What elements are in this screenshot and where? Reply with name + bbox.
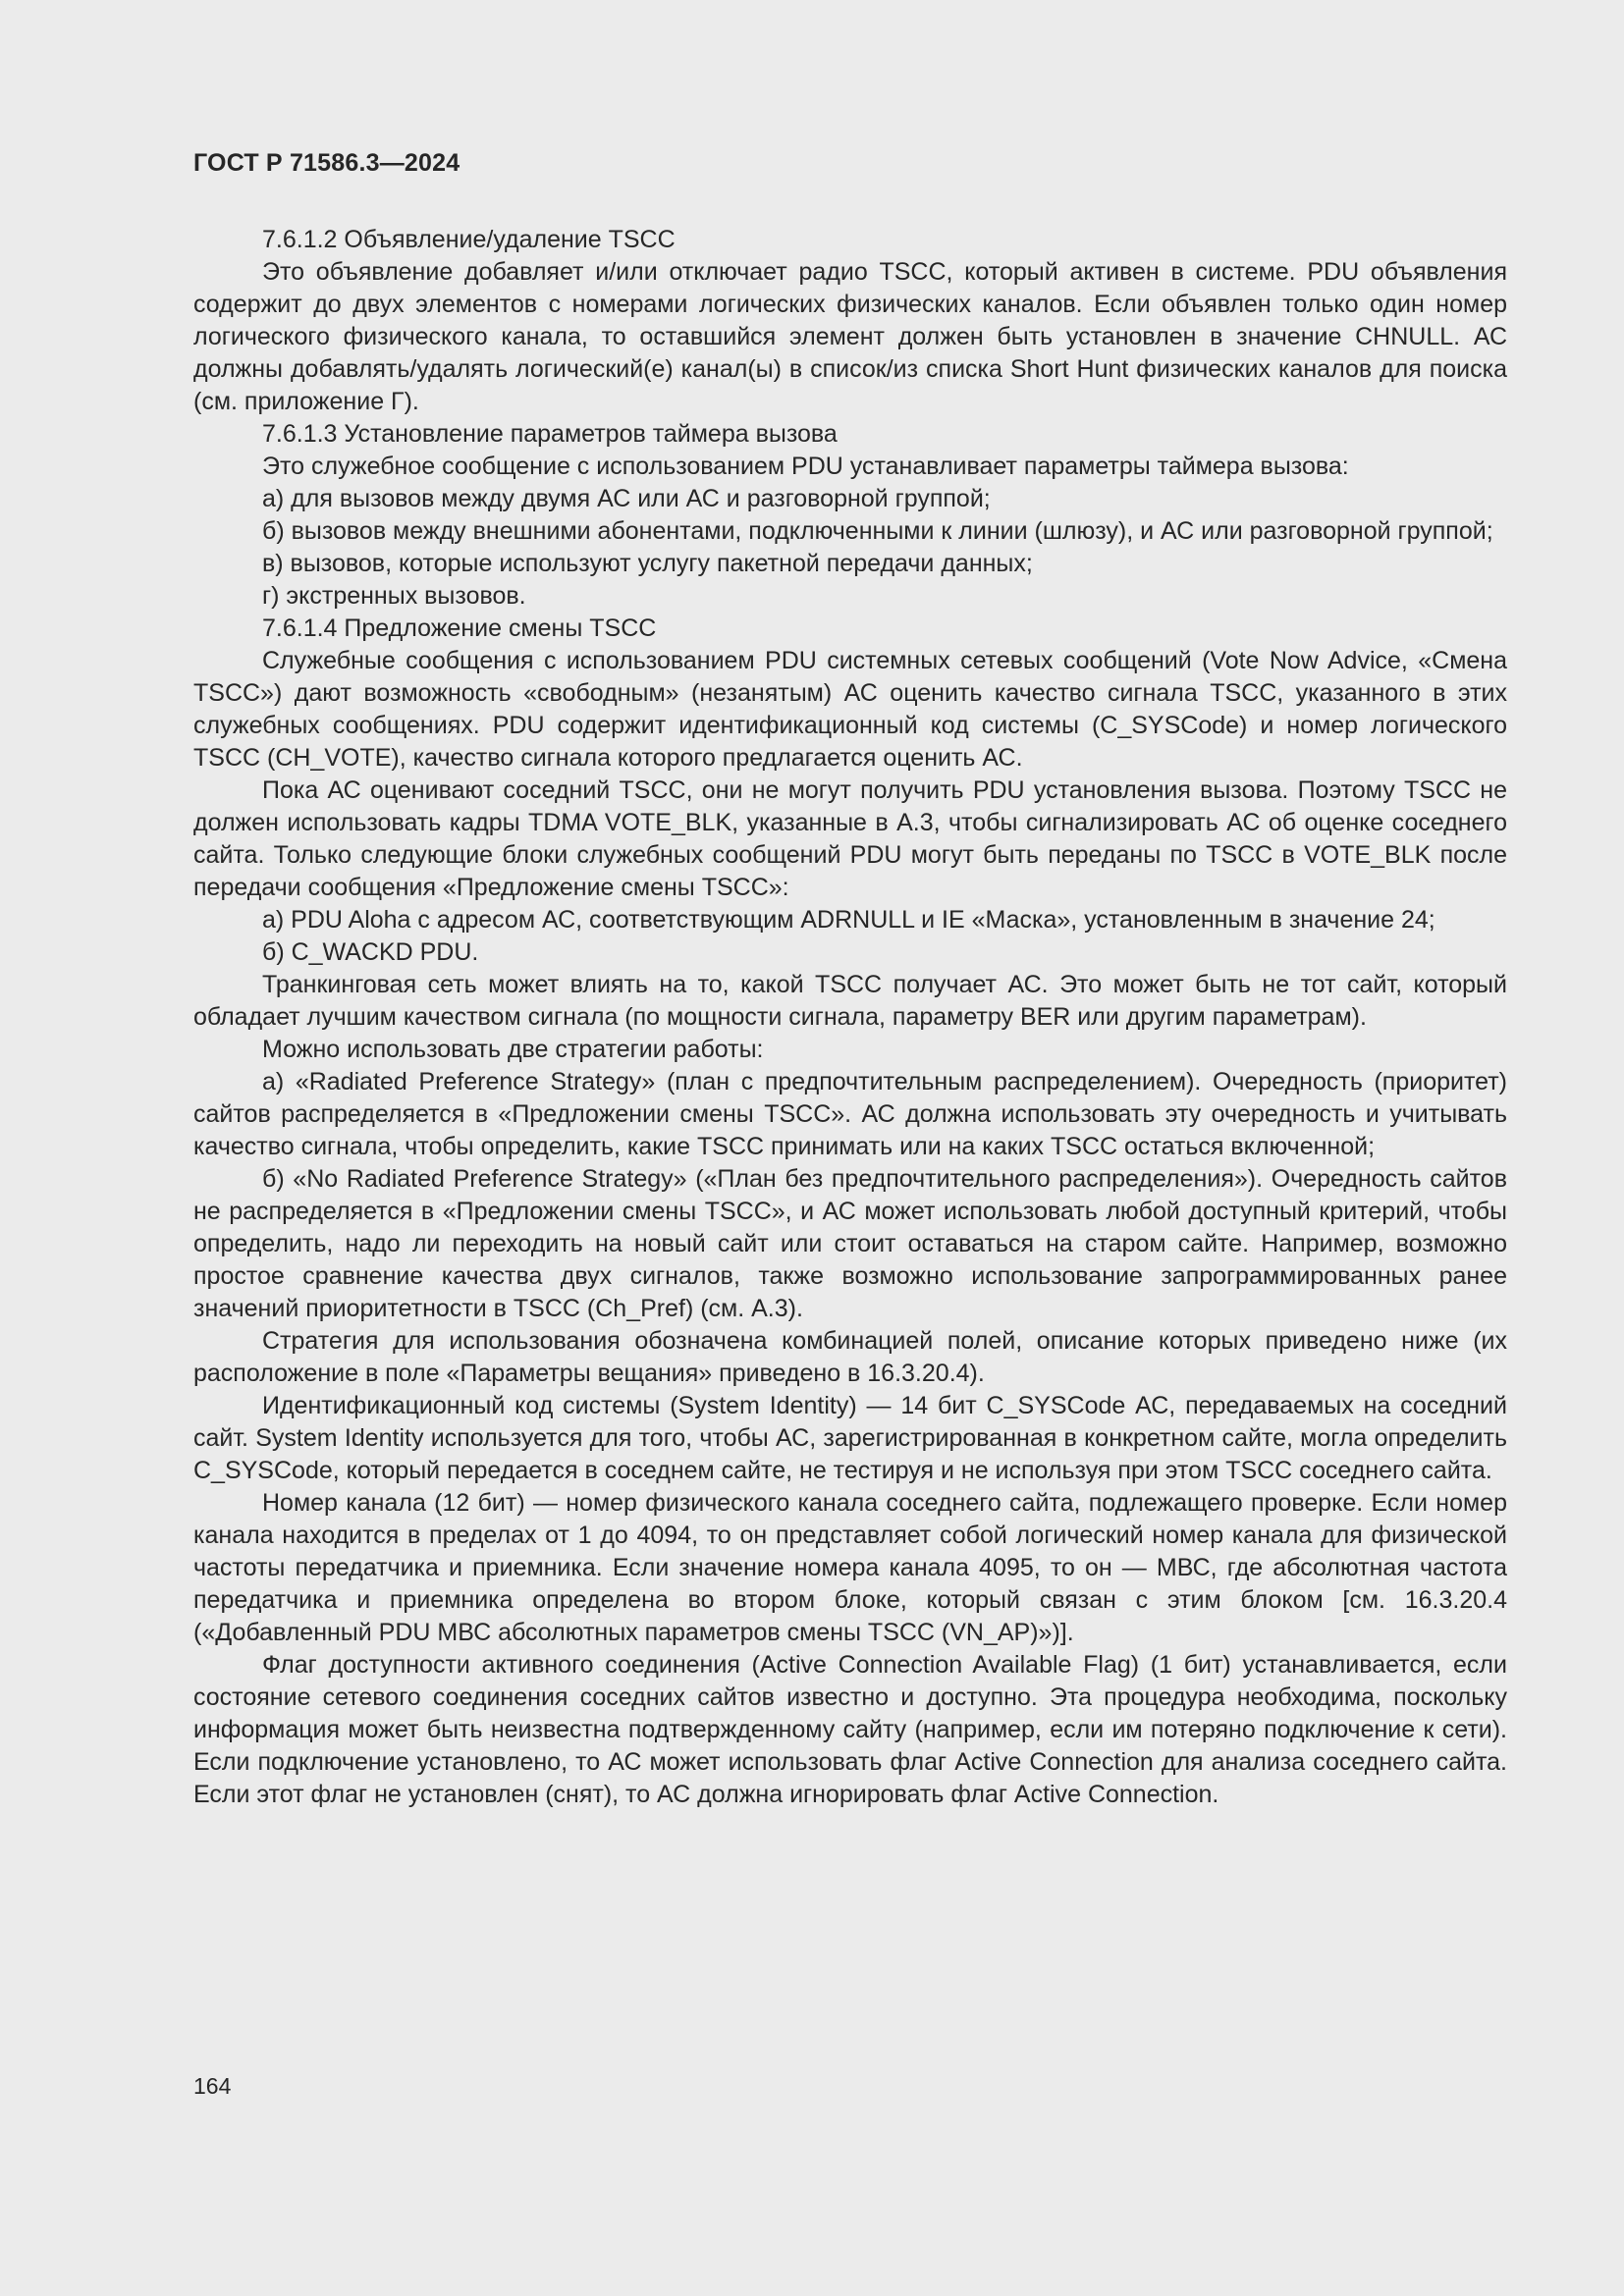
paragraph: Идентификационный код системы (System Identity) — 14 бит C_SYSCode АС, передаваемых на соседний сайт. System Identity используется для того, чтобы АС, зарегистрированная в конкретном сайте, могла определить C_SYSCode, который передается в соседнем сайте, не тестируя и не используя при этом TSCC соседнего сайта. xyxy=(193,1392,1507,1484)
section-heading-7-6-1-2: 7.6.1.2 Объявление/удаление TSCC xyxy=(262,226,676,253)
section-heading-7-6-1-3: 7.6.1.3 Установление параметров таймера вызова xyxy=(262,420,838,448)
list-item: г) экстренных вызовов. xyxy=(262,582,526,610)
paragraph: Служебные сообщения с использованием PDU системных сетевых сообщений (Vote Now Advice, «Смена TSCC») дают возможность «свободным» (незанятым) АС оценить качество сигнала TSCC, указанного в этих служебных сообщениях. PDU содержит идентификационный код системы (C_SYSCode) и номер логического TSCC (CH_VOTE), качество сигнала которого предлагается оценить АС. xyxy=(193,647,1507,772)
paragraph: Пока АС оценивают соседний TSCC, они не могут получить PDU установления вызова. Поэтому TSCC не должен использовать кадры TDMA VOTE_BLK, указанные в А.3, чтобы сигнализировать АС об оценке соседнего сайта. Только следующие блоки служебных сообщений PDU могут быть переданы по TSCC в VOTE_BLK после передачи сообщения «Предложение смены TSCC»: xyxy=(193,776,1507,901)
paragraph: Номер канала (12 бит) — номер физического канала соседнего сайта, подлежащего проверке. Если номер канала находится в пределах от 1 до 4094, то он представляет собой логический номер канала для физической частоты передатчика и приемника. Если значение номера канала 4095, то он — МВС, где абсолютная частота передатчика и приемника определена во втором блоке, который связан с этим блоком [см. 16.3.20.4 («Добавленный PDU МВС абсолютных параметров смены TSCC (VN_AP)»)]. xyxy=(193,1489,1507,1646)
paragraph: Это служебное сообщение с использованием PDU устанавливает параметры таймера вызова: xyxy=(262,453,1349,480)
paragraph: Транкинговая сеть может влиять на то, какой TSCC получает АС. Это может быть не тот сайт, который обладает лучшим качеством сигнала (по мощности сигнала, параметру BER или другим параметрам). xyxy=(193,971,1507,1031)
document-body xyxy=(193,224,1507,1811)
section-heading-7-6-1-4: 7.6.1.4 Предложение смены TSCC xyxy=(262,614,657,642)
page-number: 164 xyxy=(193,2073,232,2099)
list-item: а) PDU Aloha с адресом АС, соответствующим ADRNULL и IE «Маска», установленным в значение 24; xyxy=(262,906,1435,934)
list-item: б) C_WACKD PDU. xyxy=(262,938,479,966)
list-item: б) «No Radiated Preference Strategy» («План без предпочтительного распределения»). Очередность сайтов не распределяется в «Предложении смены TSCC», и АС может использовать любой доступный критерий, чтобы определить, надо ли переходить на новый сайт или стоит оставаться на старом сайте. Например, возможно простое сравнение качества двух сигналов, также возможно использование запрограммированных ранее значений приоритетности в TSCC (Ch_Pref) (см. А.3). xyxy=(193,1165,1507,1322)
document-header: ГОСТ Р 71586.3—2024 xyxy=(193,149,460,177)
paragraph: Стратегия для использования обозначена комбинацией полей, описание которых приведено ниже (их расположение в поле «Параметры вещания» приведено в 16.3.20.4). xyxy=(193,1327,1507,1387)
list-item: а) для вызовов между двумя АС или АС и разговорной группой; xyxy=(262,485,991,512)
list-item: в) вызовов, которые используют услугу пакетной передачи данных; xyxy=(262,550,1033,577)
paragraph: Флаг доступности активного соединения (Active Connection Available Flag) (1 бит) устанавливается, если состояние сетевого соединения соседних сайтов известно и доступно. Эта процедура необходима, поскольку информация может быть неизвестна подтвержденному сайту (например, если им потеряно подключение к сети). Если подключение установлено, то АС может использовать флаг Active Connection для анализа соседнего сайта. Если этот флаг не установлен (снят), то АС должна игнорировать флаг Active Connection. xyxy=(193,1651,1507,1808)
list-item: а) «Radiated Preference Strategy» (план с предпочтительным распределением). Очередность (приоритет) сайтов распределяется в «Предложении смены TSCC». АС должна использовать эту очередность и учитывать качество сигнала, чтобы определить, какие TSCC принимать или на каких TSCC остаться включенной; xyxy=(193,1068,1507,1160)
paragraph: Можно использовать две стратегии работы: xyxy=(262,1036,764,1063)
list-item: б) вызовов между внешними абонентами, подключенными к линии (шлюзу), и АС или разговорной группой; xyxy=(262,517,1493,545)
paragraph: Это объявление добавляет и/или отключает радио TSCC, который активен в системе. PDU объявления содержит до двух элементов с номерами логических физических каналов. Если объявлен только один номер логического физического канала, то оставшийся элемент должен быть установлен в значение CHNULL. АС должны добавлять/удалять логический(е) канал(ы) в список/из списка Short Hunt физических каналов для поиска (см. приложение Г). xyxy=(193,258,1507,415)
